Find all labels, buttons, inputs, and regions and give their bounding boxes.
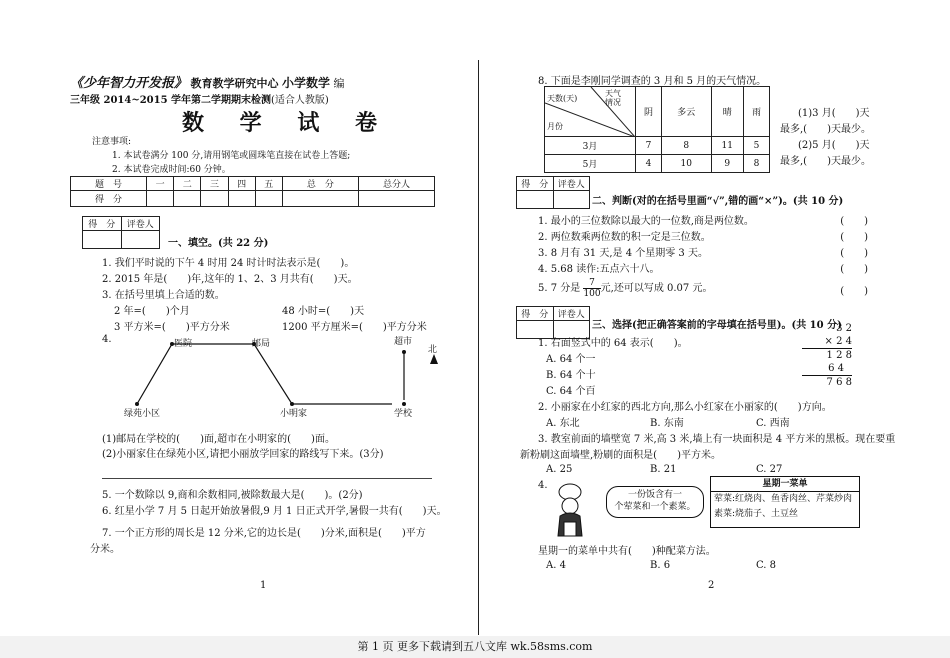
choice-3c: C. 27: [756, 464, 783, 475]
question-7-cont: 分米。: [90, 544, 120, 555]
grader-table-1: [82, 216, 160, 249]
score-header: 总 分: [282, 177, 358, 191]
score-cell[interactable]: [201, 191, 228, 207]
judge-2: [538, 228, 868, 243]
question-1: 1. 我们平时说的下午 4 时用 24 时计时法表示是( )。: [102, 258, 355, 269]
choice-1c: C. 64 个百: [546, 386, 596, 397]
question-2: 2. 2015 年是( )年,这年的 1、2、3 月共有( )天。: [102, 274, 358, 285]
map-label-supermarket: 超市: [394, 337, 413, 347]
note-2: 2. 本试卷完成时间:60 分钟。: [112, 165, 231, 175]
weather-month: 5月: [545, 155, 636, 173]
answer-bracket[interactable]: ( ): [840, 248, 868, 259]
score-header: 四: [228, 177, 255, 191]
choice-4c: C. 8: [756, 560, 777, 571]
choice-3-cont: 新粉刷这面墙壁,粉刷的面积是( )平方米。: [520, 450, 721, 461]
score-cell[interactable]: [174, 191, 201, 207]
brand-logo: 《少年智力开发报》: [70, 76, 188, 91]
exam-title-line: [70, 91, 329, 106]
edition: (适合人教版): [271, 95, 329, 106]
question-6: 6. 红星小学 7 月 5 日起开始放暑假,9 月 1 日正式开学,暑假一共有( )天。: [102, 506, 447, 517]
corner-top: 天气: [605, 89, 621, 98]
page-number-2: 2: [708, 580, 715, 591]
choice-3b: B. 21: [650, 464, 677, 475]
map-label-xiaoming: 小明家: [280, 409, 308, 419]
grader-cell[interactable]: [517, 191, 554, 209]
score-cell[interactable]: [147, 191, 174, 207]
page-divider: [478, 60, 479, 635]
question-8a-2: 最多,( )天最少。: [780, 124, 871, 135]
weather-cell: 11: [711, 137, 743, 155]
section3-title: 三、选择(把正确答案前的字母填在括号里)。(共 10 分): [592, 320, 842, 331]
choice-3a: A. 25: [546, 464, 573, 475]
score-header: 三: [201, 177, 228, 191]
corner-bottom: 月份: [547, 122, 563, 131]
section2-title: 二、判断(对的在括号里画“√”,错的画“×”)。(共 10 分): [592, 196, 844, 207]
judge-1: [538, 212, 868, 227]
mult-line: 1 2 8: [826, 350, 852, 361]
choice-2: 2. 小丽家在小红家的西北方向,那么小红家在小丽家的( )方向。: [538, 402, 832, 413]
weather-cell: 9: [711, 155, 743, 173]
menu-box: [710, 476, 860, 528]
fraction-denominator: 100: [583, 289, 601, 299]
weather-cell: 4: [636, 155, 662, 173]
answer-line[interactable]: [102, 478, 432, 479]
weather-corner: [545, 87, 636, 137]
score-row-label: 得 分: [71, 191, 147, 207]
judge-text: 1. 最小的三位数除以最大的一位数,商是两位数。: [538, 216, 754, 227]
question-8b-2: 最多,( )天最少。: [780, 156, 871, 167]
mult-line: 3 2: [836, 323, 852, 334]
mult-line: 6 4: [802, 362, 852, 376]
menu-veg: 素菜:烧茄子、土豆丝: [714, 509, 799, 519]
judge-3: [538, 244, 868, 259]
weather-table: [544, 86, 770, 173]
mult-line: × 2 4: [802, 335, 852, 349]
score-cell[interactable]: [282, 191, 358, 207]
question-3b: 48 小时=( )天: [282, 306, 365, 317]
question-8a-1: (1)3 月( )天: [798, 108, 870, 119]
score-header: 一: [147, 177, 174, 191]
choice-4-question: 星期一的菜单中共有( )种配菜方法。: [538, 546, 716, 557]
score-cell[interactable]: [358, 191, 434, 207]
score-cell[interactable]: [255, 191, 282, 207]
question-5: 5. 一个数除以 9,商和余数相同,被除数最大是( )。(2分): [102, 490, 363, 501]
answer-bracket[interactable]: ( ): [840, 232, 868, 243]
choice-1: 1. 右面竖式中的 64 表示( )。: [538, 338, 688, 349]
weather-header: 阴: [636, 87, 662, 137]
left-page: [70, 72, 452, 632]
weather-header: 晴: [711, 87, 743, 137]
grader-header: 评卷人: [121, 217, 160, 231]
choice-1a: A. 64 个一: [546, 354, 596, 365]
fraction-numerator: 7: [583, 278, 600, 289]
answer-bracket[interactable]: ( ): [840, 216, 868, 227]
choice-2c: C. 西南: [756, 418, 790, 429]
weather-cell: 7: [636, 137, 662, 155]
edit-suffix: 编: [333, 77, 345, 90]
question-4a: (1)邮局在学校的( )面,超市在小明家的( )面。: [102, 434, 335, 445]
bubble-line: 一份饭含有一: [627, 490, 682, 500]
answer-bracket[interactable]: ( ): [840, 286, 868, 297]
answer-bracket[interactable]: ( ): [840, 264, 868, 275]
publisher: 教育教学研究中心: [190, 77, 279, 90]
judge-text: 4. 5.68 读作:五点六十八。: [538, 264, 660, 275]
grader-header: 评卷人: [553, 307, 590, 321]
weather-cell: 8: [743, 155, 769, 173]
map-label-school: 学校: [394, 409, 413, 419]
header-line: [70, 72, 345, 91]
choice-4a: A. 4: [546, 560, 566, 571]
notes-label: 注意事项:: [92, 137, 132, 147]
question-3d: 1200 平方厘米=( )平方分米: [282, 322, 427, 333]
score-header: 二: [174, 177, 201, 191]
question-3: 3. 在括号里填上合适的数。: [102, 290, 225, 301]
grader-cell[interactable]: [553, 191, 590, 209]
map-label-post-office: 邮局: [252, 339, 271, 349]
grader-header: 得 分: [83, 217, 122, 231]
weather-header: 雨: [743, 87, 769, 137]
chef-illustration: [544, 482, 604, 538]
grader-table-2: [516, 176, 590, 209]
subject-tag: 小学数学: [282, 76, 331, 90]
question-8: 8. 下面是李刚同学调查的 3 月和 5 月的天气情况。: [538, 76, 767, 87]
weather-header: 多云: [662, 87, 711, 137]
grader-header: 得 分: [517, 177, 554, 191]
question-7: 7. 一个正方形的周长是 12 分米,它的边长是( )分米,面积是( )平方: [102, 528, 426, 539]
corner-top2: 情况: [605, 98, 621, 107]
page-number-1: 1: [260, 580, 267, 591]
map-label-lvyuan: 绿苑小区: [124, 409, 161, 419]
judge-text: 2. 两位数乘两位数的积一定是三位数。: [538, 232, 711, 243]
download-footer[interactable]: 第 1 页 更多下载请到五八文库 wk.58sms.com: [0, 636, 950, 658]
grader-header: 评卷人: [553, 177, 590, 191]
map-label-hospital: 医院: [174, 339, 193, 349]
grader-cell[interactable]: [83, 231, 122, 249]
map-dot: [402, 350, 406, 354]
mult-line: 7 6 8: [826, 377, 852, 388]
choice-4: 4.: [538, 480, 548, 491]
choice-3: 3. 教室前面的墙壁宽 7 米,高 3 米,墙上有一块面积是 4 平方米的黑板。现在要重: [538, 434, 896, 445]
menu-title: 星期一菜单: [711, 477, 859, 492]
question-4b: (2)小丽家住在绿苑小区,请把小丽放学回家的路线写下来。(3分): [102, 449, 384, 460]
score-header: 题 号: [71, 177, 147, 191]
menu-meat: 荤菜:红烧肉、鱼香肉丝、芹菜炒肉: [714, 494, 853, 504]
choice-4b: B. 6: [650, 560, 671, 571]
vertical-multiplication: [802, 322, 852, 389]
question-3c: 3 平方米=( )平方分米: [114, 322, 230, 333]
question-3a: 2 年=( )个月: [114, 306, 190, 317]
score-cell[interactable]: [228, 191, 255, 207]
question-4: 4.: [102, 334, 112, 345]
grader-cell[interactable]: [121, 231, 160, 249]
weather-month: 3月: [545, 137, 636, 155]
bubble-line: 个荤菜和一个素菜。: [614, 502, 696, 512]
choice-2a: A. 东北: [546, 418, 580, 429]
judge-text: 元,还可以写成 0.07 元。: [600, 283, 713, 294]
section1-title: 一、填空。(共 22 分): [168, 238, 269, 249]
question-8b-1: (2)5 月( )天: [798, 140, 870, 151]
judge-text: 3. 8 月有 31 天,是 4 个星期零 3 天。: [538, 248, 708, 259]
page-title: 数 学 试 卷: [182, 110, 391, 136]
route-line-1: [137, 344, 392, 404]
choice-2b: B. 东南: [650, 418, 684, 429]
right-page: [510, 72, 896, 632]
north-arrow-icon: [430, 354, 438, 364]
exam-year: 三年级 2014~2015 学年第二学期期末检测: [70, 95, 272, 106]
weather-cell: 5: [743, 137, 769, 155]
weather-cell: 10: [662, 155, 711, 173]
judge-text: 5. 7 分是: [538, 283, 581, 294]
score-header: 总分人: [358, 177, 434, 191]
grader-header: 得 分: [517, 307, 554, 321]
score-header: 五: [255, 177, 282, 191]
choice-1b: B. 64 个十: [546, 370, 596, 381]
weather-cell: 8: [662, 137, 711, 155]
map-label-north: 北: [428, 345, 438, 355]
judge-5: [538, 278, 868, 299]
judge-4: [538, 260, 868, 275]
note-1: 1. 本试卷满分 100 分,请用钢笔或圆珠笔直接在试卷上答题;: [112, 151, 351, 161]
speech-bubble: [606, 486, 704, 518]
fraction: [583, 278, 600, 299]
corner-mid: 天数(天): [547, 94, 578, 103]
score-table: [70, 176, 435, 207]
